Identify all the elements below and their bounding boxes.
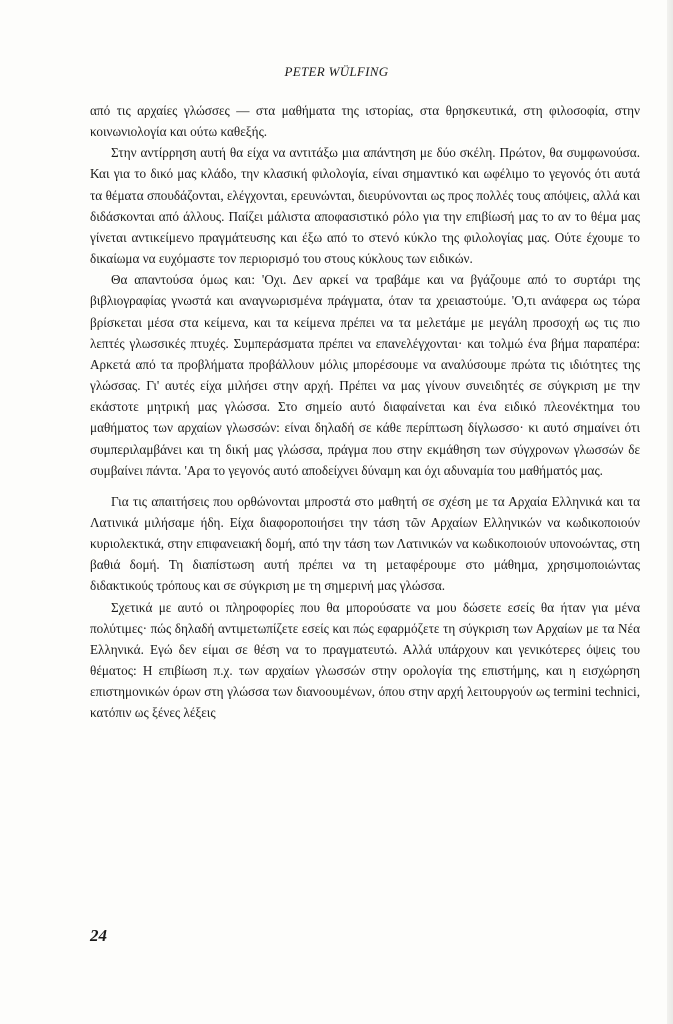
paragraph-3: Θα απαντούσα όμως και: 'Οχι. Δεν αρκεί να τραβάμε και να βγάζουμε από το συρτάρι της βιβλιογραφίας γνωστά και αναγνωρισμένα πράγματα, όταν τα χρειαστούμε. 'Ο,τι ανάφερα ως τώρα βρίσκεται μέσα στα κείμενα, και τα κείμενα πρέπει να τα μελετάμε με μεγάλη προσοχή ως τις πιο λεπτές γλωσσικές πτυχές. Συμπεράσματα πρέπει να επανελέγχονται· και τολμώ ένα βήμα παραπέρα: Αρκετά από τα προβλήματα προβάλλουν μόλις μπορέσουμε να αναλύσουμε πρώτα τις ιδιότητες της γλώσσας. Γι' αυτές είχα μιλήσει στην αρχή. Πρέπει να μας γίνουν συνειδητές σε σύγκριση με την εκάστοτε μητρική μας γλώσσα. Στο σημείο αυτό διαφαίνεται και ένα ειδικό πλεονέκτημα του μαθήματος των αρχαίων γλωσσών: είναι δηλαδή σε κάθε περίπτωση δίγλωσσο· κι αυτό σημαίνει ότι συμπεριλαμβάνει και τη δική μας γλώσσα, πράγμα που στην εκμάθηση των σύγχρονων γλωσσών δε συμβαίνει πάντα. 'Αρα το γεγονός αυτό αποδείχνει δύναμη και όχι αδυναμία του μαθήματός μας. — [90, 272, 640, 478]
scan-edge — [667, 0, 673, 1024]
paragraph-5: Σχετικά με αυτό οι πληροφορίες που θα μπορούσατε να μου δώσετε εσείς θα ήταν για μένα πολύτιμες· πώς δηλαδή αντιμετωπίζετε εσείς και πώς εφαρμόζετε τη σύγκριση των Αρχαίων με τα Νέα Ελληνικά. Εγώ δεν είμαι σε θέση να το πραγματευτώ. Αλλά υπάρχουν και γενικότερες όψεις του θέματος: Η επιβίωση π.χ. των αρχαίων γλωσσών στην ορολογία της επιστήμης, και η εισχώρηση επιστημονικών όρων στη γλώσσα των διανοουμένων, όπου στην αρχή λειτουργούν ως termini technici, κατόπιν ως ξένες λέξεις — [90, 599, 640, 721]
paragraph-4: Για τις απαιτήσεις που ορθώνονται μπροστά στο μαθητή σε σχέση με τα Αρχαία Ελληνικά και τα Λατινικά μιλήσαμε ήδη. Είχα διαφοροποιήσει την τάση τῶν Αρχαίων Ελληνικών να κωδικοποιούν κυριολεκτικά, στην επιφανειακή δομή, από την τάση των Λατινικών να κωδικοποιούν υπονοώντας, στη βαθιά δομή. Τη διαπίστωση αυτή πρέπει να τη μεταφέρουμε στο μάθημα, χρησιμοποιώντας διδακτικούς τρόπους και σε σύγκριση με τη σημερινή μας γλώσσα. — [90, 493, 640, 594]
body-text — [90, 100, 640, 724]
paragraph-2: Στην αντίρρηση αυτή θα είχα να αντιτάξω μια απάντηση με δύο σκέλη. Πρώτον, θα συμφωνούσα. Και για το δικό μας κλάδο, την κλασική φιλολογία, είναι σημαντικό και ωφέλιμο το γεγονός ότι αυτά τα θέματα σπουδάζονται, ελέγχονται, ερευνώνται, διευρύνονται ως προς πολλές τους απόψεις, αλλά και διδάσκονται από άλλους. Παίζει μάλιστα αποφασιστικό ρόλο για την επιβίωσή μας το αν το θέμα μας γίνεται αντικείμενο πραγμάτευσης και έξω από το στενό κύκλο της φιλολογίας μας. Ούτε έχουμε το δικαίωμα να ευχόμαστε τον περιορισμό του στους κύκλους των ειδικών. — [90, 145, 640, 267]
paragraph-1: από τις αρχαίες γλώσσες — στα μαθήματα της ιστορίας, στα θρησκευτικά, στη φιλοσοφία, στην κοινωνιολογία και ούτω καθεξής. — [90, 103, 640, 140]
running-head: PETER WÜLFING — [284, 64, 389, 79]
page-number: 24 — [90, 926, 107, 945]
